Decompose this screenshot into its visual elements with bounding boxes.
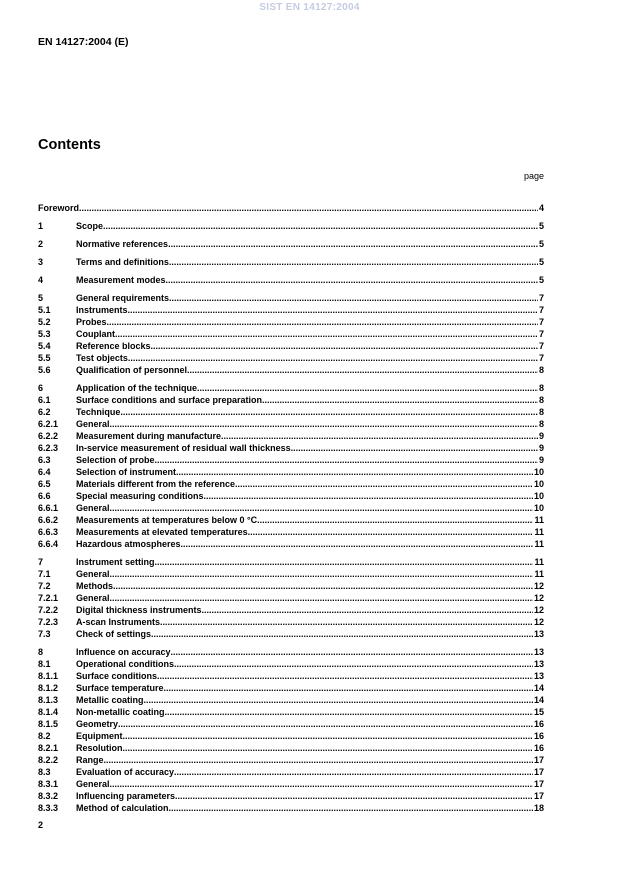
toc-entry[interactable] — [38, 658, 544, 670]
toc-entry-page: 13 — [533, 659, 544, 669]
toc-entry[interactable] — [38, 556, 544, 568]
toc-entry-number: 7.2.2 — [38, 605, 59, 615]
toc-entry-page: 5 — [538, 275, 544, 285]
toc-entry-page: 12 — [533, 593, 544, 603]
toc-entry[interactable] — [38, 328, 544, 340]
toc-dot-leader — [123, 730, 533, 742]
toc-dot-leader — [79, 202, 538, 214]
toc-entry[interactable] — [38, 628, 544, 640]
toc-entry-page: 8 — [538, 395, 544, 405]
table-of-contents — [38, 202, 544, 814]
toc-entry[interactable] — [38, 478, 544, 490]
toc-dot-leader — [197, 382, 538, 394]
toc-dot-leader — [107, 316, 538, 328]
toc-entry-title: Geometry — [76, 719, 119, 729]
toc-entry[interactable] — [38, 442, 544, 454]
toc-entry-number: 8.2 — [38, 731, 51, 741]
toc-entry-title: Materials different from the reference — [76, 479, 236, 489]
toc-entry-title: Measurement modes — [76, 275, 166, 285]
toc-entry-number: 5 — [38, 293, 44, 303]
toc-entry[interactable] — [38, 604, 544, 616]
toc-entry-number: 8.3.2 — [38, 791, 59, 801]
toc-entry-title: Reference blocks — [76, 341, 151, 351]
toc-dot-leader — [128, 352, 538, 364]
toc-dot-leader — [176, 466, 533, 478]
toc-dot-leader — [169, 256, 538, 268]
toc-entry-title: Influence on accuracy — [76, 647, 171, 657]
toc-entry-number: 8.1.3 — [38, 695, 59, 705]
toc-entry-number: 7.2.1 — [38, 593, 59, 603]
toc-entry[interactable] — [38, 514, 544, 526]
toc-entry[interactable] — [38, 220, 544, 232]
toc-dot-leader — [110, 418, 538, 430]
toc-entry-number: 6.2.3 — [38, 443, 59, 453]
toc-entry-page: 17 — [533, 767, 544, 777]
toc-entry-number: 6.1 — [38, 395, 51, 405]
toc-entry-page: 16 — [533, 743, 544, 753]
toc-dot-leader — [169, 292, 538, 304]
toc-entry-page: 5 — [538, 257, 544, 267]
toc-entry-page: 7 — [538, 305, 544, 315]
toc-entry-page: 17 — [533, 779, 544, 789]
toc-entry-number: 5.6 — [38, 365, 51, 375]
toc-dot-leader — [169, 802, 533, 814]
toc-entry[interactable] — [38, 706, 544, 718]
toc-entry[interactable] — [38, 802, 544, 814]
toc-entry-title: Surface temperature — [76, 683, 164, 693]
toc-entry[interactable] — [38, 742, 544, 754]
toc-entry-page: 5 — [538, 221, 544, 231]
toc-entry[interactable] — [38, 454, 544, 466]
toc-entry-number: 7.2 — [38, 581, 51, 591]
toc-entry-page: 11 — [534, 569, 544, 579]
toc-entry-number: 4 — [38, 275, 44, 285]
toc-dot-leader — [103, 220, 538, 232]
toc-entry-page: 11 — [534, 527, 544, 537]
toc-entry[interactable] — [38, 352, 544, 364]
toc-entry-title: General — [76, 569, 110, 579]
toc-dot-leader — [110, 502, 533, 514]
toc-entry[interactable] — [38, 778, 544, 790]
toc-entry-page: 7 — [538, 353, 544, 363]
toc-entry[interactable] — [38, 670, 544, 682]
toc-entry-title: Technique — [76, 407, 121, 417]
toc-entry-page: 8 — [538, 365, 544, 375]
toc-entry-title: Selection of instrument — [76, 467, 177, 477]
toc-dot-leader — [166, 274, 538, 286]
toc-entry-page: 10 — [533, 503, 544, 513]
toc-dot-leader — [187, 364, 538, 376]
toc-dot-leader — [165, 706, 533, 718]
toc-entry-number: 6.6 — [38, 491, 51, 501]
toc-entry-number: 6.6.3 — [38, 527, 59, 537]
toc-entry-title: Equipment — [76, 731, 123, 741]
toc-entry[interactable] — [38, 790, 544, 802]
toc-entry-title: A-scan Instruments — [76, 617, 161, 627]
toc-entry-page: 10 — [533, 467, 544, 477]
toc-entry-title: Range — [76, 755, 104, 765]
toc-entry-page: 8 — [538, 383, 544, 393]
toc-entry-title: Measurement during manufacture — [76, 431, 222, 441]
toc-entry[interactable] — [38, 292, 544, 304]
toc-entry-page: 13 — [533, 629, 544, 639]
toc-entry-number: 6.2.1 — [38, 419, 59, 429]
toc-entry-title: Method of calculation — [76, 803, 169, 813]
toc-entry-title: General requirements — [76, 293, 170, 303]
toc-entry[interactable] — [38, 406, 544, 418]
toc-entry[interactable] — [38, 766, 544, 778]
toc-dot-leader — [151, 340, 538, 352]
toc-entry[interactable] — [38, 418, 544, 430]
toc-entry-title: Non-metallic coating — [76, 707, 165, 717]
toc-entry-number: 8 — [38, 647, 44, 657]
toc-entry-number: 6.6.2 — [38, 515, 59, 525]
toc-entry-page: 13 — [533, 647, 544, 657]
toc-dot-leader — [115, 328, 538, 340]
toc-dot-leader — [257, 514, 533, 526]
toc-entry-number: 8.3 — [38, 767, 51, 777]
toc-entry[interactable] — [38, 256, 544, 268]
toc-entry-number: 6.5 — [38, 479, 51, 489]
toc-entry[interactable] — [38, 340, 544, 352]
toc-dot-leader — [175, 790, 533, 802]
toc-entry-number: 6.3 — [38, 455, 51, 465]
toc-entry-page: 10 — [533, 491, 544, 501]
toc-entry-page: 16 — [533, 719, 544, 729]
toc-entry[interactable] — [38, 646, 544, 658]
toc-dot-leader — [164, 682, 533, 694]
toc-entry[interactable] — [38, 754, 544, 766]
toc-entry-title: General — [76, 779, 110, 789]
document-id: EN 14127:2004 (E) — [38, 36, 129, 48]
toc-entry-number: 6.2 — [38, 407, 51, 417]
toc-entry-title: General — [76, 593, 110, 603]
toc-entry-title: Metallic coating — [76, 695, 144, 705]
toc-entry-number: 2 — [38, 239, 44, 249]
toc-dot-leader — [155, 556, 534, 568]
page-title: Contents — [38, 137, 101, 153]
toc-entry-title: Couplant — [76, 329, 115, 339]
toc-dot-leader — [157, 670, 533, 682]
toc-entry[interactable] — [38, 430, 544, 442]
toc-entry-title: Instruments — [76, 305, 128, 315]
toc-entry-title: Scope — [76, 221, 104, 231]
toc-entry-title: Surface conditions and surface preparation — [76, 395, 263, 405]
toc-entry-page: 11 — [534, 557, 544, 567]
toc-entry-title: Methods — [76, 581, 113, 591]
toc-entry-title: General — [76, 503, 110, 513]
toc-dot-leader — [174, 658, 533, 670]
toc-entry-title: In-service measurement of residual wall thickness — [76, 443, 291, 453]
toc-dot-leader — [202, 604, 533, 616]
toc-entry-number: 6.6.1 — [38, 503, 59, 513]
toc-entry-page: 9 — [538, 443, 544, 453]
toc-entry[interactable] — [38, 316, 544, 328]
toc-entry-page: 11 — [534, 515, 544, 525]
toc-entry-page: 9 — [538, 431, 544, 441]
toc-entry-title: Qualification of personnel — [76, 365, 188, 375]
toc-entry-title: Measurements at elevated temperatures — [76, 527, 248, 537]
toc-entry-number: 5.3 — [38, 329, 51, 339]
toc-dot-leader — [155, 454, 538, 466]
toc-entry-number: 1 — [38, 221, 44, 231]
toc-dot-leader — [110, 568, 534, 580]
toc-entry-page: 7 — [538, 341, 544, 351]
toc-entry-title: Foreword — [38, 203, 80, 213]
toc-entry[interactable] — [38, 526, 544, 538]
toc-dot-leader — [204, 490, 533, 502]
toc-entry-number: 8.2.1 — [38, 743, 59, 753]
toc-entry-page: 12 — [533, 605, 544, 615]
toc-entry-title: Probes — [76, 317, 107, 327]
toc-entry[interactable] — [38, 718, 544, 730]
toc-entry-page: 4 — [538, 203, 544, 213]
toc-entry[interactable] — [38, 730, 544, 742]
toc-dot-leader — [110, 592, 533, 604]
toc-entry-number: 7.3 — [38, 629, 51, 639]
toc-entry-number: 8.2.2 — [38, 755, 59, 765]
toc-entry-number: 5.4 — [38, 341, 51, 351]
toc-entry-page: 5 — [538, 239, 544, 249]
toc-entry[interactable] — [38, 568, 544, 580]
toc-entry-number: 8.3.1 — [38, 779, 59, 789]
toc-dot-leader — [151, 628, 533, 640]
toc-entry[interactable] — [38, 592, 544, 604]
toc-entry-number: 8.1.2 — [38, 683, 59, 693]
toc-entry-title: Digital thickness instruments — [76, 605, 202, 615]
toc-entry-number: 5.5 — [38, 353, 51, 363]
toc-entry-page: 9 — [538, 455, 544, 465]
toc-entry-number: 8.1.5 — [38, 719, 59, 729]
toc-entry-title: Selection of probe — [76, 455, 155, 465]
toc-entry[interactable] — [38, 616, 544, 628]
toc-entry-title: Application of the technique — [76, 383, 197, 393]
toc-entry-title: Influencing parameters — [76, 791, 176, 801]
toc-entry-number: 6.2.2 — [38, 431, 59, 441]
toc-dot-leader — [144, 694, 533, 706]
toc-entry[interactable] — [38, 364, 544, 376]
toc-dot-leader — [171, 646, 533, 658]
toc-entry-title: Test objects — [76, 353, 128, 363]
toc-entry-page: 17 — [533, 755, 544, 765]
toc-entry-page: 12 — [533, 617, 544, 627]
toc-dot-leader — [168, 238, 538, 250]
toc-entry-title: Special measuring conditions — [76, 491, 204, 501]
toc-entry[interactable] — [38, 304, 544, 316]
toc-entry-number: 6 — [38, 383, 44, 393]
toc-entry-page: 17 — [533, 791, 544, 801]
toc-entry[interactable] — [38, 694, 544, 706]
toc-entry-page: 7 — [538, 329, 544, 339]
toc-entry-title: Instrument setting — [76, 557, 155, 567]
toc-entry-title: General — [76, 419, 110, 429]
toc-dot-leader — [181, 538, 534, 550]
toc-entry-page: 7 — [538, 317, 544, 327]
toc-dot-leader — [120, 406, 538, 418]
toc-entry-number: 3 — [38, 257, 44, 267]
toc-dot-leader — [104, 754, 533, 766]
toc-entry-page: 15 — [533, 707, 544, 717]
toc-entry-number: 8.1.1 — [38, 671, 59, 681]
watermark: SIST EN 14127:2004 — [259, 2, 360, 13]
toc-dot-leader — [248, 526, 534, 538]
toc-entry[interactable] — [38, 274, 544, 286]
toc-entry-title: Check of settings — [76, 629, 152, 639]
toc-entry-page: 11 — [534, 539, 544, 549]
page-number: 2 — [38, 820, 44, 830]
toc-entry[interactable] — [38, 382, 544, 394]
toc-dot-leader — [235, 478, 533, 490]
toc-entry-page: 16 — [533, 731, 544, 741]
toc-dot-leader — [123, 742, 533, 754]
toc-dot-leader — [262, 394, 538, 406]
toc-entry-page: 12 — [533, 581, 544, 591]
toc-entry-title: Evaluation of accuracy — [76, 767, 175, 777]
toc-entry-page: 7 — [538, 293, 544, 303]
toc-entry-number: 5.2 — [38, 317, 51, 327]
toc-entry-title: Hazardous atmospheres — [76, 539, 181, 549]
toc-entry[interactable] — [38, 394, 544, 406]
toc-entry-number: 7.1 — [38, 569, 51, 579]
toc-entry[interactable] — [38, 466, 544, 478]
toc-entry-number: 6.6.4 — [38, 539, 59, 549]
toc-entry[interactable] — [38, 238, 544, 250]
toc-entry-page: 18 — [533, 803, 544, 813]
toc-entry-number: 7.2.3 — [38, 617, 59, 627]
toc-entry-page: 14 — [533, 695, 544, 705]
toc-entry-title: Terms and definitions — [76, 257, 169, 267]
toc-entry-title: Surface conditions — [76, 671, 158, 681]
toc-entry-number: 7 — [38, 557, 44, 567]
toc-entry-title: Measurements at temperatures below 0 °C — [76, 515, 258, 525]
toc-entry-title: Operational conditions — [76, 659, 175, 669]
toc-dot-leader — [128, 304, 538, 316]
toc-entry-page: 8 — [538, 419, 544, 429]
toc-entry-page: 13 — [533, 671, 544, 681]
toc-entry-page: 10 — [533, 479, 544, 489]
toc-entry[interactable] — [38, 538, 544, 550]
page-column-label: page — [523, 171, 544, 181]
toc-entry-number: 8.1.4 — [38, 707, 59, 717]
toc-dot-leader — [291, 442, 538, 454]
toc-entry[interactable] — [38, 502, 544, 514]
toc-entry-number: 6.4 — [38, 467, 51, 477]
toc-entry-page: 8 — [538, 407, 544, 417]
toc-dot-leader — [160, 616, 533, 628]
toc-entry[interactable] — [38, 490, 544, 502]
toc-dot-leader — [118, 718, 533, 730]
toc-dot-leader — [174, 766, 533, 778]
toc-entry[interactable] — [38, 202, 544, 214]
toc-entry-page: 14 — [533, 683, 544, 693]
toc-entry-title: Normative references — [76, 239, 169, 249]
toc-entry-number: 5.1 — [38, 305, 51, 315]
toc-entry[interactable] — [38, 580, 544, 592]
toc-dot-leader — [113, 580, 533, 592]
toc-dot-leader — [221, 430, 538, 442]
toc-entry[interactable] — [38, 682, 544, 694]
toc-entry-number: 8.1 — [38, 659, 51, 669]
toc-entry-title: Resolution — [76, 743, 123, 753]
toc-dot-leader — [110, 778, 533, 790]
toc-entry-number: 8.3.3 — [38, 803, 59, 813]
